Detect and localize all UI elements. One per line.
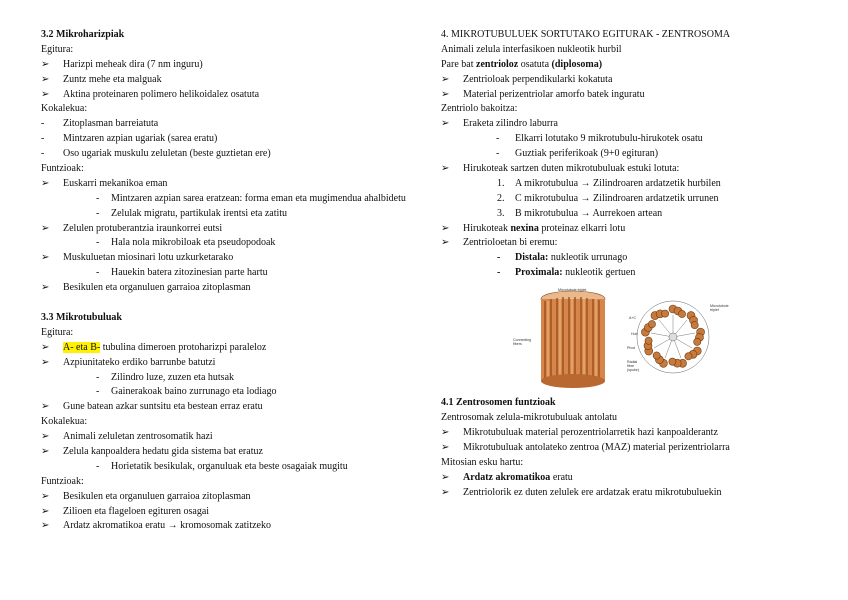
list-subitem: - Hauekin batera zitozinesian parte hartu — [41, 266, 413, 281]
arrow-bullet-icon: ➢ — [441, 163, 450, 175]
list-subitem: - Distala: nukleotik urrunago — [441, 251, 813, 266]
paragraph: Animali zelula interfasikoen nukleotik hurbil — [441, 43, 622, 55]
arrow-bullet-icon: ➢ — [441, 441, 450, 453]
dash-bullet-icon: - — [41, 118, 45, 130]
section-title-zentrosomen-funtzioak: 4.1 Zentrosomen funtzioak — [441, 397, 556, 409]
arrow-bullet-icon: ➢ — [41, 431, 50, 443]
fig-label: fibre — [627, 364, 634, 369]
list-item: ➢ Hirukoteak sartzen duten mikrotubuluak estuki lotuta: — [441, 162, 813, 177]
dash-bullet-icon: - — [496, 148, 500, 160]
fig-label: Pivot — [627, 346, 635, 351]
numbered-item: 2. C mikrotubulua → Zilindroaren ardatzetik urrunen — [497, 192, 719, 204]
arrow-bullet-icon: ➢ — [41, 520, 50, 532]
list-item: ➢ Gune batean azkar suntsitu eta bestean erraz eratu — [41, 400, 413, 415]
list-item: ➢ Hirukoteak nexina proteinaz elkarri lotu — [441, 222, 813, 237]
arrow-bullet-icon: ➢ — [441, 237, 450, 249]
label-egitura: Egitura: — [41, 43, 74, 55]
arrow-bullet-icon: ➢ — [441, 426, 450, 438]
label-zentriolo-bakoitza: Zentriolo bakoitza: — [441, 103, 518, 115]
dash-bullet-icon: - — [497, 252, 501, 264]
arrow-bullet-icon: ➢ — [441, 118, 450, 130]
section-title-mikrotubuluak: 3.3 Mikrotubuluak — [41, 311, 122, 323]
list-subitem: - Gainerakoak baino zurrunago eta lodiago — [41, 385, 413, 400]
list-item: ➢ Zentriolorik ez duten zelulek ere ardatzak eratu mikrotubuluekin — [441, 486, 813, 501]
fig-label: Microtubule — [710, 304, 729, 309]
arrow-bullet-icon: ➢ — [441, 486, 450, 498]
arrow-bullet-icon: ➢ — [441, 471, 450, 483]
fig-label: Connecting — [513, 338, 532, 343]
list-item: ➢ Zelulen protuberantzia iraunkorrei eutsi — [41, 222, 413, 237]
fig-label: triplet — [710, 308, 719, 313]
dash-bullet-icon: - — [96, 386, 100, 398]
arrow-bullet-icon: ➢ — [41, 58, 50, 70]
arrow-bullet-icon: ➢ — [41, 401, 50, 413]
list-item: - Mintzaren azpian ugariak (sarea eratu) — [41, 132, 413, 147]
numbered-item: 3. B mikrotubulua → Aurrekoen artean — [497, 207, 663, 219]
centriole-figure — [513, 285, 733, 390]
arrow-bullet-icon: ➢ — [41, 445, 50, 457]
fig-label: A+C — [629, 316, 637, 321]
arrow-bullet-icon: ➢ — [41, 73, 50, 85]
section-title-mikroharizpiak: 3.2 Mikroharizpiak — [41, 29, 125, 40]
arrow-bullet-icon: ➢ — [41, 341, 50, 353]
list-item: ➢ Zentrioloetan bi eremu: — [441, 236, 813, 251]
arrow-bullet-icon: ➢ — [41, 88, 50, 100]
dash-bullet-icon: - — [96, 371, 100, 383]
list-item: ➢ Besikulen eta organuluen garraioa zitoplasman — [41, 490, 413, 505]
list-item: ➢ Besikulen eta organuluen garraioa zitoplasman — [41, 281, 413, 296]
list-item: ➢ Ardatz akromatikoa eratu — [441, 471, 813, 486]
list-item: ➢ Zentrioloak perpendikularki kokatuta — [441, 73, 813, 88]
list-item: ➢ Eraketa zilindro laburra — [441, 117, 813, 132]
highlighted-text: A- eta B- — [63, 341, 101, 353]
list-subitem: - Zelulak migratu, partikulak irentsi eta zatitu — [41, 207, 413, 222]
list-subitem: - Hala nola mikrobiloak eta pseudopodoak — [41, 236, 413, 251]
arrow-bullet-icon: ➢ — [41, 177, 50, 189]
arrow-bullet-icon: ➢ — [41, 356, 50, 368]
list-item: ➢ Aktina proteinaren polimero helikoidalez osatuta — [41, 88, 413, 103]
label-funtzioak: Funtzioak: — [41, 163, 84, 175]
arrow-bullet-icon: ➢ — [441, 88, 450, 100]
list-item: ➢ Zelula kanpoaldera hedatu gida sistema bat eratuz — [41, 445, 413, 460]
paragraph: Pare bat zentrioloz osatuta (diplosoma) — [441, 58, 603, 70]
right-column — [441, 28, 813, 500]
list-item: ➢ Zuntz mehe eta malguak — [41, 73, 413, 88]
list-subitem: - Zilindro luze, zuzen eta hutsak — [41, 371, 413, 386]
centriole-cylinder-illustration — [541, 291, 605, 388]
arrow-bullet-icon: ➢ — [41, 282, 50, 294]
list-item: ➢ Azpiunitateko erdiko barrunbe batutzi — [41, 356, 413, 371]
fig-label: Radial — [627, 360, 638, 365]
arrow-bullet-icon: ➢ — [41, 222, 50, 234]
list-item: ➢ A- eta B- tubulina dimeroen protoharizpi paraleloz — [41, 341, 413, 356]
list-item: ➢ Muskuluetan miosinari lotu uzkurketarako — [41, 251, 413, 266]
list-item: ➢ Zilioen eta flageloen egituren osagai — [41, 505, 413, 520]
list-item: ➢ Mikrotubuluak antolateko zentroa (MAZ) material perizentriolarra — [441, 441, 783, 456]
dash-bullet-icon: - — [41, 148, 45, 160]
dash-bullet-icon: - — [496, 133, 500, 145]
arrow-bullet-icon: ➢ — [441, 222, 450, 234]
dash-bullet-icon: - — [497, 267, 501, 279]
list-item: ➢ Ardatz akromatikoa eratu → kromosomak zatitzeko — [41, 519, 413, 534]
label-funtzioak: Funtzioak: — [41, 475, 84, 487]
arrow-bullet-icon: ➢ — [41, 252, 50, 264]
list-subitem: - Mintzaren azpian sarea eratzean: forma eman eta mugimendua ahalbidetu — [41, 192, 411, 207]
list-item: ➢ Euskarri mekanikoa eman — [41, 177, 413, 192]
centriole-cross-section — [637, 301, 709, 373]
dash-bullet-icon: - — [96, 267, 100, 279]
paragraph: Zentrosomak zelula-mikrotubuluak antolatu — [441, 412, 618, 424]
list-item: - Zitoplasman barreiatuta — [41, 117, 413, 132]
dash-bullet-icon: - — [96, 192, 100, 204]
numbered-item: 1. A mikrotubulua → Zilindroaren ardatzetik hurbilen — [497, 177, 721, 189]
list-subitem: - Proximala: nukleotik gertuen — [441, 266, 813, 281]
list-item: ➢ Material perizentriolar amorfo batek inguratu — [441, 88, 813, 103]
list-item: - Oso ugariak muskulu zeluletan (beste guztietan ere) — [41, 147, 413, 162]
fig-label: fibers — [513, 342, 522, 347]
list-subitem: - Horietatik besikulak, organuluak eta beste osagaiak mugitu — [41, 460, 411, 475]
fig-label: Microtubule triplet — [558, 288, 587, 293]
fig-label: (spoke) — [627, 368, 639, 373]
paragraph: Mitosian esku hartu: — [441, 456, 524, 468]
arrow-bullet-icon: ➢ — [41, 505, 50, 517]
fig-label: Hub — [631, 332, 638, 337]
dash-bullet-icon: - — [96, 460, 100, 472]
list-item: ➢ Mikrotubuluak material perozentriolarretik hazi kanpoalderantz — [441, 426, 813, 441]
arrow-bullet-icon: ➢ — [441, 73, 450, 85]
dash-bullet-icon: - — [96, 207, 100, 219]
dash-bullet-icon: - — [96, 237, 100, 249]
section-title-zentrosoma: 4. MIKROTUBULUEK SORTUTAKO EGITURAK - ZENTROSOMA — [441, 29, 731, 40]
label-kokalekua: Kokalekua: — [41, 103, 88, 115]
label-egitura: Egitura: — [41, 326, 74, 338]
list-subitem: - Guztiak periferikoak (9+0 egituran) — [441, 147, 813, 162]
arrow-bullet-icon: ➢ — [41, 490, 50, 502]
centriole-diagram — [513, 285, 733, 390]
list-item: ➢ Animali zeluletan zentrosomatik hazi — [41, 430, 413, 445]
list-subitem: - Elkarri lotutako 9 mikrotubulu-hirukotek osatu — [441, 132, 813, 147]
label-kokalekua: Kokalekua: — [41, 416, 88, 428]
list-item: ➢ Harizpi meheak dira (7 nm inguru) — [41, 58, 413, 73]
dash-bullet-icon: - — [41, 133, 45, 145]
left-column — [41, 28, 413, 534]
